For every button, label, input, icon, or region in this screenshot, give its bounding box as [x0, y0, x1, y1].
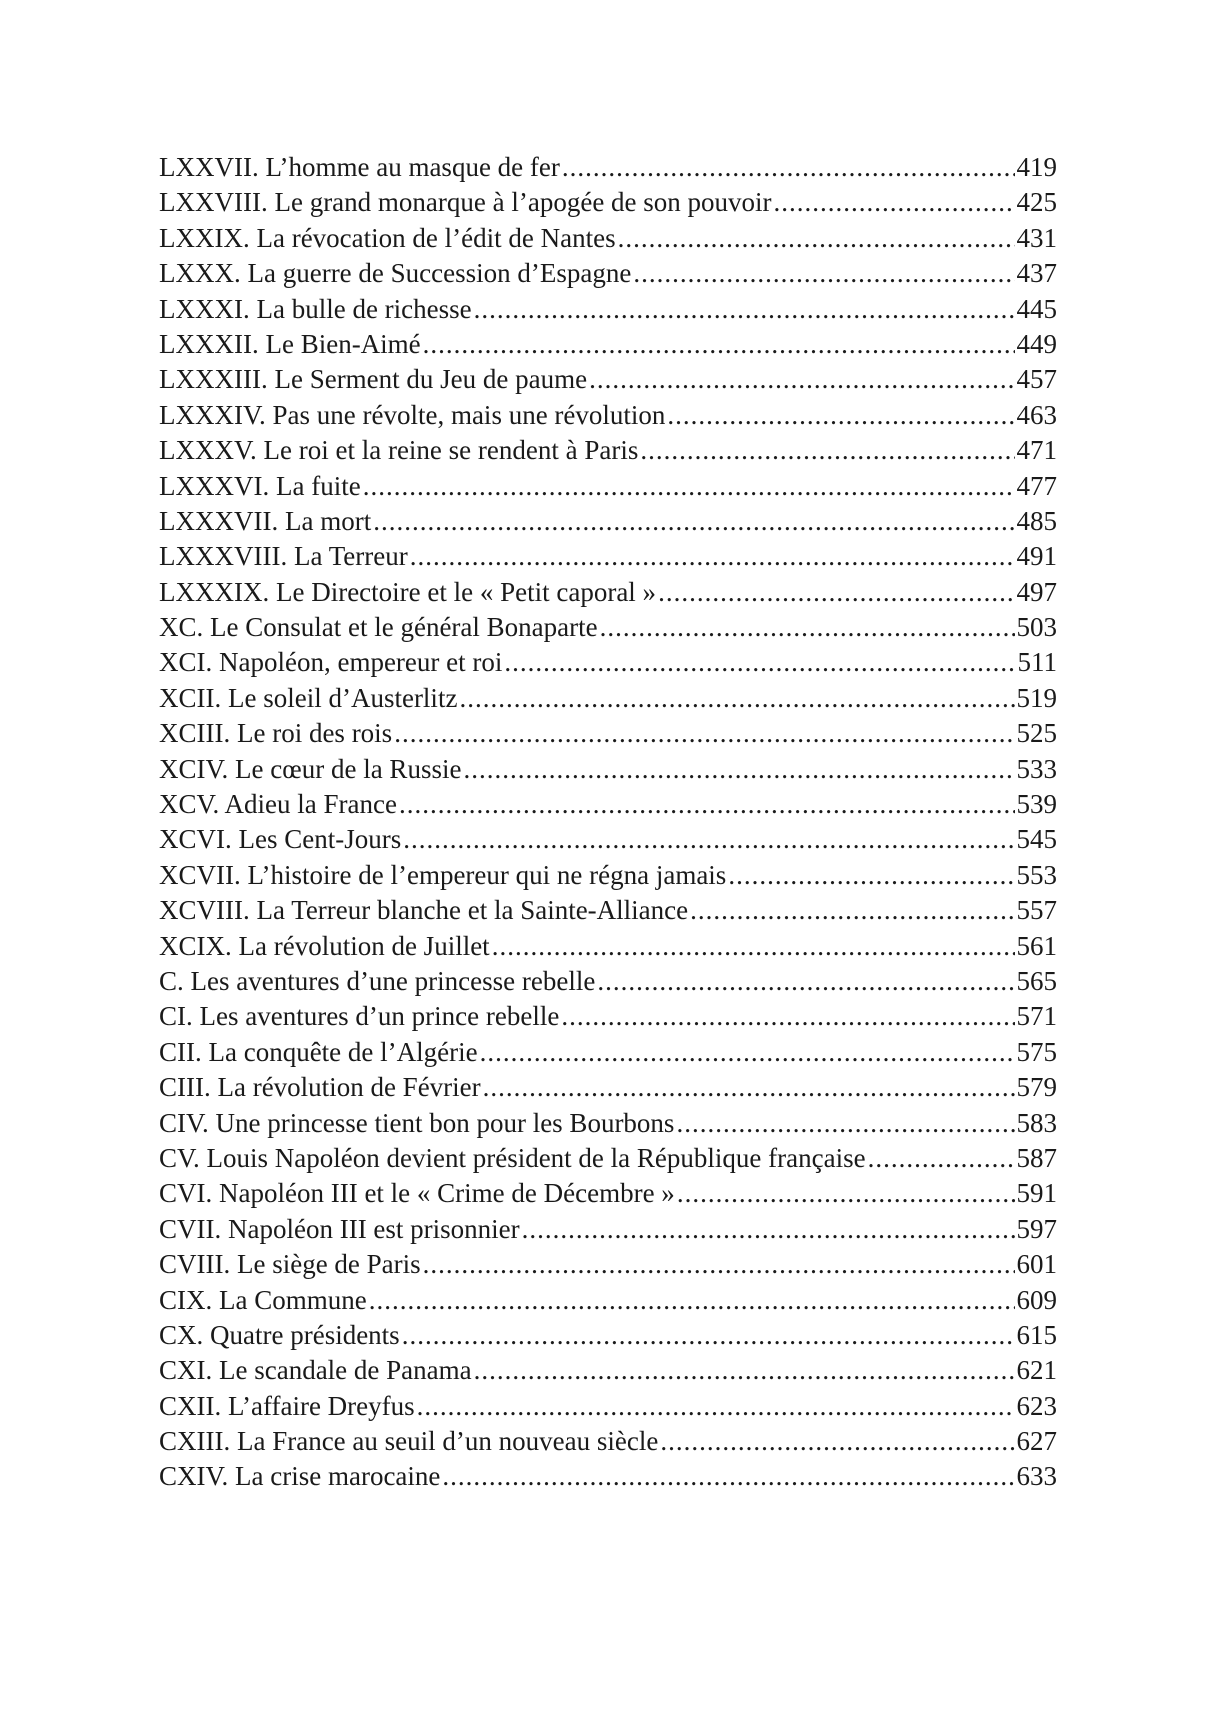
dot-leader	[562, 150, 1015, 185]
dot-leader	[618, 221, 1015, 256]
toc-entry	[159, 150, 1057, 185]
dot-leader	[373, 504, 1014, 539]
toc-entry-page-number: 449	[1016, 328, 1057, 359]
dot-leader	[677, 1176, 1015, 1211]
dot-leader	[667, 398, 1014, 433]
toc-entry	[159, 858, 1057, 893]
toc-entry	[159, 1176, 1057, 1211]
toc-entry	[159, 1247, 1057, 1282]
dot-leader	[363, 469, 1015, 504]
toc-entry	[159, 1070, 1057, 1105]
toc-entry-title: C. Les aventures d’une princesse rebelle	[159, 965, 596, 996]
toc-entry-title: LXXXII. Le Bien-Aimé	[159, 328, 421, 359]
toc-entry	[159, 575, 1057, 610]
dot-leader	[658, 575, 1014, 610]
dot-leader	[410, 539, 1015, 574]
toc-entry	[159, 1212, 1057, 1247]
toc-entry-page-number: 583	[1016, 1107, 1057, 1138]
toc-entry	[159, 752, 1057, 787]
toc-entry-title: XCVI. Les Cent-Jours	[159, 824, 402, 855]
dot-leader	[597, 964, 1014, 999]
toc-entry-page-number: 457	[1016, 364, 1057, 395]
toc-entry-title: CVII. Napoléon III est prisonnier	[159, 1213, 520, 1244]
toc-entry-title: XCVII. L’histoire de l’empereur qui ne régna jamais	[159, 859, 727, 890]
toc-entry	[159, 327, 1057, 362]
dot-leader	[633, 256, 1014, 291]
toc-entry	[159, 1106, 1057, 1141]
toc-entry-title: LXXXVI. La fuite	[159, 470, 361, 501]
toc-entry-title: LXXXI. La bulle de richesse	[159, 293, 472, 324]
toc-entry-page-number: 503	[1016, 612, 1057, 643]
toc-entry	[159, 929, 1057, 964]
toc-entry-page-number: 565	[1016, 965, 1057, 996]
toc-entry-title: LXXXVIII. La Terreur	[159, 541, 408, 572]
toc-entry-title: CV. Louis Napoléon devient président de la République française	[159, 1142, 866, 1173]
toc-entry-page-number: 615	[1016, 1319, 1057, 1350]
toc-entry-page-number: 591	[1016, 1178, 1057, 1209]
toc-entry	[159, 787, 1057, 822]
toc-entry	[159, 645, 1057, 680]
toc-entry-page-number: 621	[1016, 1355, 1057, 1386]
dot-leader	[561, 999, 1014, 1034]
toc-entry	[159, 292, 1057, 327]
dot-leader	[474, 292, 1015, 327]
toc-entry-page-number: 533	[1016, 753, 1057, 784]
toc-entry	[159, 610, 1057, 645]
toc-entry-title: CIX. La Commune	[159, 1284, 367, 1315]
toc-entry-title: CX. Quatre présidents	[159, 1319, 400, 1350]
dot-leader	[640, 433, 1014, 468]
toc-entry-page-number: 575	[1016, 1036, 1057, 1067]
toc-entry	[159, 1283, 1057, 1318]
dot-leader	[868, 1141, 1015, 1176]
toc-entry-page-number: 431	[1016, 222, 1057, 253]
toc-entry-page-number: 485	[1016, 505, 1057, 536]
toc-entry-page-number: 463	[1016, 399, 1057, 430]
toc-entry-page-number: 539	[1016, 789, 1057, 820]
toc-entry-title: CXIII. La France au seuil d’un nouveau siècle	[159, 1426, 659, 1457]
dot-leader	[660, 1424, 1014, 1459]
toc-entry-title: LXXXIII. Le Serment du Jeu de paume	[159, 364, 588, 395]
toc-entry-page-number: 571	[1016, 1001, 1057, 1032]
toc-entry-page-number: 525	[1016, 718, 1057, 749]
dot-leader	[442, 1459, 1014, 1494]
toc-entry	[159, 999, 1057, 1034]
toc-entry-page-number: 623	[1016, 1390, 1057, 1421]
toc-entry-page-number: 471	[1016, 435, 1057, 466]
toc-entry	[159, 681, 1057, 716]
toc-entry-title: XCVIII. La Terreur blanche et la Sainte-Alliance	[159, 895, 689, 926]
toc-entry	[159, 1318, 1057, 1353]
toc-entry	[159, 539, 1057, 574]
toc-entry	[159, 716, 1057, 751]
toc-entry-title: XCIII. Le roi des rois	[159, 718, 393, 749]
toc-entry	[159, 964, 1057, 999]
toc-entry-page-number: 609	[1016, 1284, 1057, 1315]
dot-leader	[690, 893, 1014, 928]
toc-entry-page-number: 511	[1017, 647, 1057, 678]
toc-entry-page-number: 491	[1016, 541, 1057, 572]
toc-entry-title: XCIV. Le cœur de la Russie	[159, 753, 462, 784]
toc-entry-title: CXII. L’affaire Dreyfus	[159, 1390, 415, 1421]
toc-entry-title: CVI. Napoléon III et le « Crime de Décembre »	[159, 1178, 675, 1209]
toc-entry-page-number: 557	[1016, 895, 1057, 926]
toc-entry-page-number: 601	[1016, 1249, 1057, 1280]
toc-entry-page-number: 477	[1016, 470, 1057, 501]
dot-leader	[522, 1212, 1015, 1247]
toc-entry-page-number: 561	[1016, 930, 1057, 961]
toc-entry	[159, 1141, 1057, 1176]
toc-entry-title: LXXVII. L’homme au masque de fer	[159, 152, 560, 182]
toc-entry-title: LXXXIV. Pas une révolte, mais une révolution	[159, 399, 666, 430]
toc-entry	[159, 362, 1057, 397]
dot-leader	[600, 610, 1015, 645]
dot-leader	[423, 1247, 1015, 1282]
toc-entry	[159, 504, 1057, 539]
toc-entry	[159, 1424, 1057, 1459]
toc-entry-page-number: 519	[1016, 682, 1057, 713]
toc-entry-title: LXXVIII. Le grand monarque à l’apogée de son pouvoir	[159, 187, 772, 218]
toc-entry	[159, 1353, 1057, 1388]
toc-entry	[159, 1389, 1057, 1424]
dot-leader	[463, 752, 1014, 787]
dot-leader	[774, 185, 1015, 220]
toc-entry-page-number: 445	[1016, 293, 1057, 324]
toc-entry-page-number: 627	[1016, 1426, 1057, 1457]
toc-entry-title: CII. La conquête de l’Algérie	[159, 1036, 478, 1067]
dot-leader	[504, 645, 1015, 680]
dot-leader	[459, 681, 1014, 716]
toc-entry-title: CI. Les aventures d’un prince rebelle	[159, 1001, 560, 1032]
dot-leader	[403, 822, 1014, 857]
toc-entry	[159, 822, 1057, 857]
dot-leader	[369, 1283, 1015, 1318]
toc-entry-page-number: 497	[1016, 576, 1057, 607]
dot-leader	[417, 1389, 1015, 1424]
toc-entry	[159, 433, 1057, 468]
dot-leader	[480, 1035, 1015, 1070]
toc-entry-title: XCI. Napoléon, empereur et roi	[159, 647, 503, 678]
dot-leader	[423, 327, 1015, 362]
dot-leader	[402, 1318, 1015, 1353]
table-of-contents	[159, 150, 1057, 1495]
toc-entry	[159, 398, 1057, 433]
dot-leader	[399, 787, 1015, 822]
dot-leader	[589, 362, 1014, 397]
dot-leader	[676, 1106, 1014, 1141]
toc-entry	[159, 893, 1057, 928]
toc-entry-page-number: 579	[1016, 1072, 1057, 1103]
toc-entry	[159, 185, 1057, 220]
dot-leader	[394, 716, 1014, 751]
toc-entry	[159, 1035, 1057, 1070]
toc-entry-page-number: 633	[1016, 1461, 1057, 1492]
toc-entry-page-number: 587	[1016, 1142, 1057, 1173]
toc-entry-title: CIV. Une princesse tient bon pour les Bourbons	[159, 1107, 675, 1138]
toc-entry-page-number: 419	[1016, 152, 1057, 182]
toc-entry	[159, 1459, 1057, 1494]
toc-entry-title: LXXIX. La révocation de l’édit de Nantes	[159, 222, 616, 253]
toc-entry	[159, 256, 1057, 291]
toc-entry-title: CXI. Le scandale de Panama	[159, 1355, 472, 1386]
toc-entry-title: CVIII. Le siège de Paris	[159, 1249, 421, 1280]
toc-entry-title: XCIX. La révolution de Juillet	[159, 930, 490, 961]
toc-entry-title: LXXXIX. Le Directoire et le « Petit caporal »	[159, 576, 657, 607]
dot-leader	[474, 1353, 1015, 1388]
toc-entry-title: XC. Le Consulat et le général Bonaparte	[159, 612, 598, 643]
toc-entry-title: XCII. Le soleil d’Austerlitz	[159, 682, 458, 713]
toc-entry-page-number: 553	[1016, 859, 1057, 890]
toc-entry-page-number: 425	[1016, 187, 1057, 218]
dot-leader	[483, 1070, 1015, 1105]
toc-entry-title: LXXXVII. La mort	[159, 505, 372, 536]
dot-leader	[728, 858, 1014, 893]
toc-entry-title: XCV. Adieu la France	[159, 789, 397, 820]
toc-entry-page-number: 437	[1016, 258, 1057, 289]
toc-entry-page-number: 545	[1016, 824, 1057, 855]
dot-leader	[492, 929, 1015, 964]
toc-entry-page-number: 597	[1016, 1213, 1057, 1244]
toc-entry-title: LXXXV. Le roi et la reine se rendent à Paris	[159, 435, 639, 466]
toc-entry-title: CIII. La révolution de Février	[159, 1072, 481, 1103]
toc-entry-title: CXIV. La crise marocaine	[159, 1461, 441, 1492]
toc-entry-title: LXXX. La guerre de Succession d’Espagne	[159, 258, 632, 289]
toc-entry	[159, 221, 1057, 256]
toc-entry	[159, 469, 1057, 504]
